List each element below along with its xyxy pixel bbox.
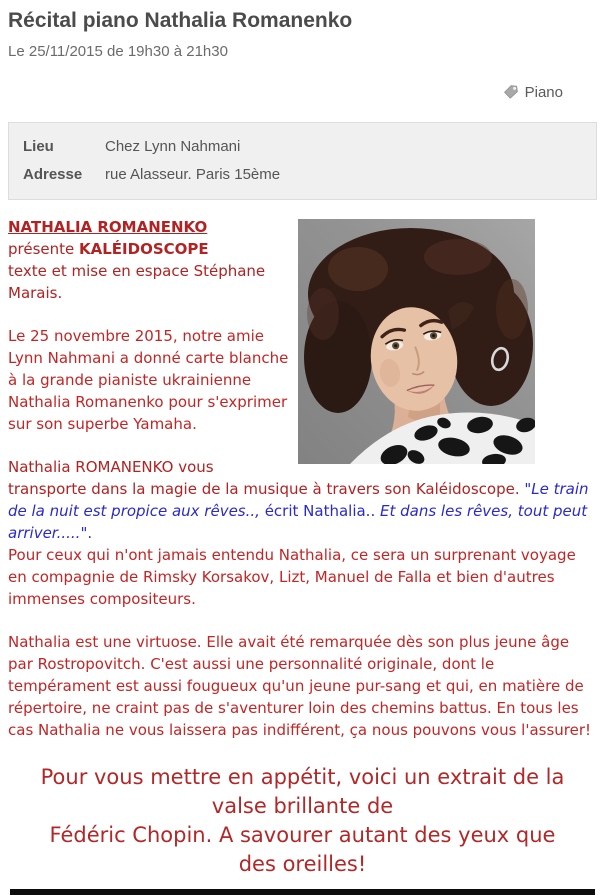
outro-line1: Pour vous mettre en appétit, voici un extrait de la valse brillante de <box>40 765 565 818</box>
article-body <box>8 216 597 741</box>
tag-icon <box>503 84 519 100</box>
show-title: KALÉIDOSCOPE <box>79 240 209 258</box>
page-title: Récital piano Nathalia Romanenko <box>8 9 353 32</box>
paragraph-carte-blanche: Le 25 novembre 2015, notre amie Lynn Nahmani a donné carte blanche à la grande pianiste ukrainienne Nathalia Romanenko pour s'exprimer sur son superbe Yamaha. <box>8 327 289 433</box>
paragraph-kaleidoscope <box>8 456 597 610</box>
info-label-lieu: Lieu <box>23 138 54 155</box>
quote-close: ". <box>80 524 93 542</box>
quote-part-2: Et dans les rêves, tout peut arriver..... <box>8 502 588 542</box>
outro-line2: Fédéric Chopin. A savourer autant des yeux que des oreilles! <box>49 823 556 876</box>
outro-announcement <box>30 763 575 879</box>
info-value-adresse: rue Alasseur. Paris 15ème <box>105 166 281 183</box>
info-row-lieu <box>23 135 582 159</box>
quote-attribution: écrit Nathalia.. <box>259 502 380 520</box>
event-date: Le 25/11/2015 de 19h30 à 21h30 <box>8 43 228 60</box>
info-row-adresse <box>23 163 582 187</box>
category-label[interactable]: Piano <box>524 83 563 101</box>
paragraph-voyage: Pour ceux qui n'ont jamais entendu Nathalia, ce sera un surprenant voyage en compagnie de Rimsky Korsakov, Lizt, Manuel de Falla et bien d'autres immenses compositeurs. <box>8 546 576 608</box>
info-box <box>8 122 597 200</box>
kaleidoscope-red-text: Nathalia ROMANENKO vous transporte dans la magie de la musique à travers son Kaléidoscope. <box>8 458 525 498</box>
info-label-adresse: Adresse <box>23 166 83 183</box>
portrait-illustration <box>298 219 535 464</box>
paragraph-virtuose: Nathalia est une virtuose. Elle avait été remarquée dès son plus jeune âge par Rostropovitch. C'est aussi une personnalité originale, dont le tempérament est aussi fougueux qu'un jeune pur-sang et qui, en matière de répertoire, ne craint pas de s'aventurer loin des chemins battus. En tous les cas Nathalia ne vous laissera pas indifférent, ça nous pouvons vous l'assurer! <box>8 633 592 739</box>
artist-name: NATHALIA ROMANENKO <box>8 218 208 236</box>
info-value-lieu: Chez Lynn Nahmani <box>105 138 241 155</box>
category-tag-row <box>8 82 563 102</box>
video-embed-top-edge[interactable] <box>10 889 595 895</box>
intro-line3: texte et mise en espace Stéphane Marais. <box>8 262 266 302</box>
portrait-photo <box>298 219 535 464</box>
intro-presente: présente <box>8 240 80 258</box>
quote-part-1: "Le train de la nuit est propice aux rêves.., <box>8 480 589 520</box>
